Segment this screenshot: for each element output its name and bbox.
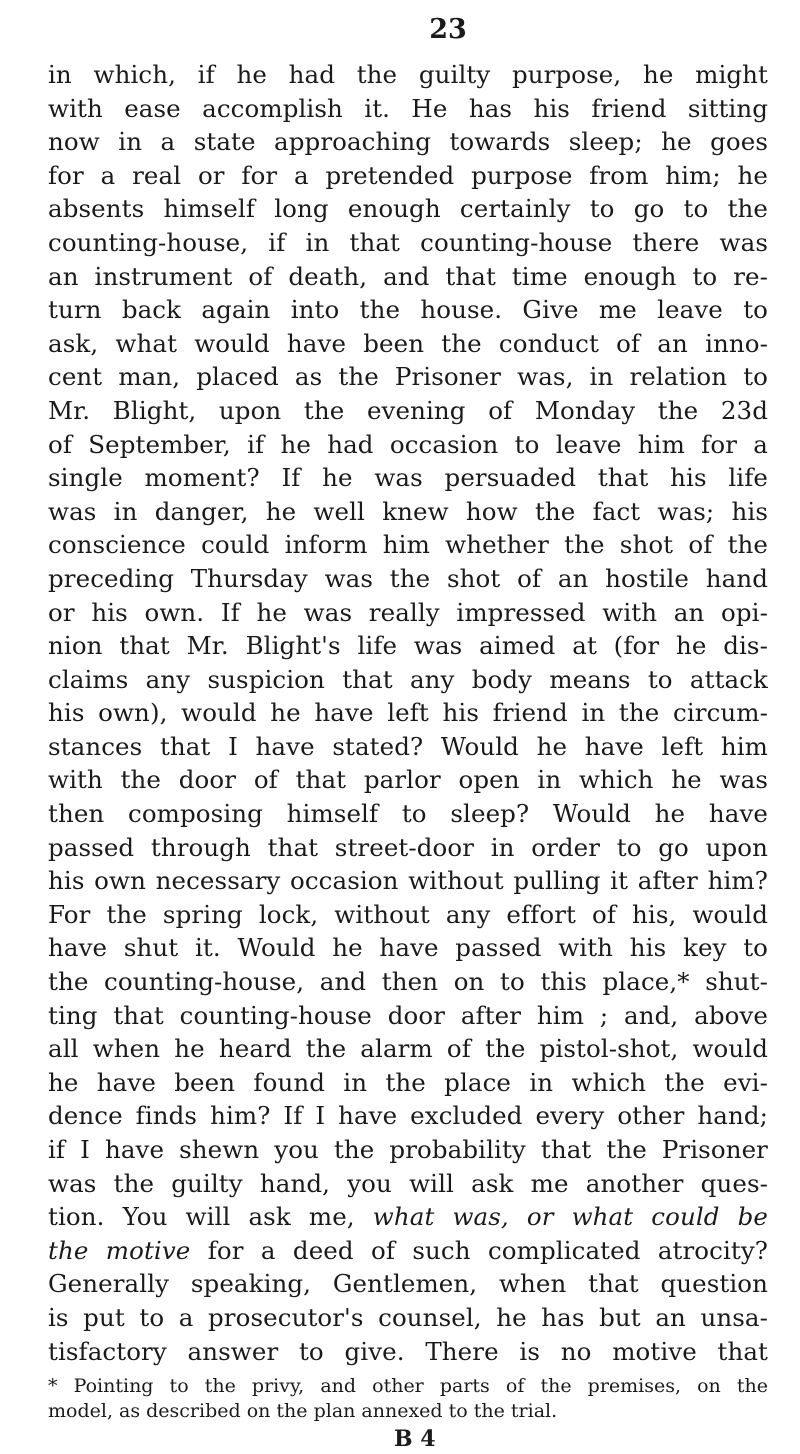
signature-mark: B 4 [394, 1426, 436, 1453]
text-line: the counting-house, and then on to this place,* shut- [48, 967, 768, 997]
text-line: with ease accomplish it. He has his friend sitting [48, 93, 768, 123]
text-line: preceding Thursday was the shot of an hostile hand [48, 563, 768, 593]
page-number: 23 [429, 14, 467, 45]
text-line: turn back again into the house. Give me leave to [48, 295, 768, 325]
text-line: Mr. Blight, upon the evening of Monday the 23d [48, 395, 768, 425]
text-line: of September, if he had occasion to leave him for a [48, 429, 768, 459]
text-line: cent man, placed as the Prisoner was, in relation to [48, 362, 768, 392]
text-line: an instrument of death, and that time enough to re- [48, 261, 768, 291]
text-line-with-italics [48, 1200, 768, 1234]
text-line-with-italics [48, 1234, 768, 1268]
text-line: absents himself long enough certainly to go to the [48, 194, 768, 224]
italic-text: what was, or what could be [372, 1202, 769, 1232]
text-line: his own necessary occasion without pulling it after him? [48, 866, 768, 896]
text-line: claims any suspicion that any body means to attack [48, 664, 768, 694]
text-line: with the door of that parlor open in which he was [48, 765, 768, 795]
text-line: is put to a prosecutor's counsel, he has but an unsa- [48, 1302, 768, 1332]
text-segment: tion. You will ask me, [48, 1202, 355, 1232]
text-line: ting that counting-house door after him ; and, above [48, 1000, 768, 1030]
text-line: For the spring lock, without any effort of his, would [48, 899, 768, 929]
footnote-line: model, as described on the plan annexed to the trial. [48, 1400, 558, 1423]
text-line: in which, if he had the guilty purpose, he might [48, 60, 768, 89]
text-line: single moment? If he was persuaded that his life [48, 463, 768, 493]
text-line: if I have shewn you the probability that the Prisoner [48, 1135, 768, 1164]
text-line: passed through that street-door in order to go upon [48, 832, 768, 862]
text-line: dence finds him? If I have excluded every other hand; [48, 1101, 768, 1131]
text-line: his own), would he have left his friend in the circum- [48, 698, 768, 728]
text-line: conscience could inform him whether the shot of the [48, 530, 768, 560]
text-line: for a real or for a pretended purpose from him; he [48, 160, 768, 190]
text-line: was in danger, he well knew how the fact was; his [48, 496, 768, 526]
text-line: or his own. If he was really impressed with an opi- [48, 597, 768, 627]
text-line: nion that Mr. Blight's life was aimed at (for he dis- [48, 631, 768, 661]
footnote-line: * Pointing to the privy, and other parts of the premises, on the [48, 1375, 768, 1398]
text-line: tisfactory answer to give. There is no motive that [48, 1336, 768, 1366]
text-line: now in a state approaching towards sleep; he goes [48, 127, 768, 157]
text-line: was the guilty hand, you will ask me another ques- [48, 1168, 768, 1198]
text-line: have shut it. Would he have passed with his key to [48, 933, 768, 963]
text-line: Generally speaking, Gentlemen, when that question [48, 1269, 768, 1299]
text-segment: for a deed of such complicated atrocity? [207, 1235, 769, 1265]
text-line: stances that I have stated? Would he have left him [48, 731, 768, 761]
text-line: counting-house, if in that counting-house there was [48, 227, 768, 257]
text-line: all when he heard the alarm of the pistol-shot, would [48, 1034, 768, 1064]
text-line: then composing himself to sleep? Would he have [48, 799, 768, 829]
italic-text: the motive [48, 1235, 191, 1265]
text-line: ask, what would have been the conduct of an inno- [48, 328, 768, 358]
body-text [48, 58, 768, 1368]
text-line: he have been found in the place in which the evi- [48, 1067, 768, 1097]
